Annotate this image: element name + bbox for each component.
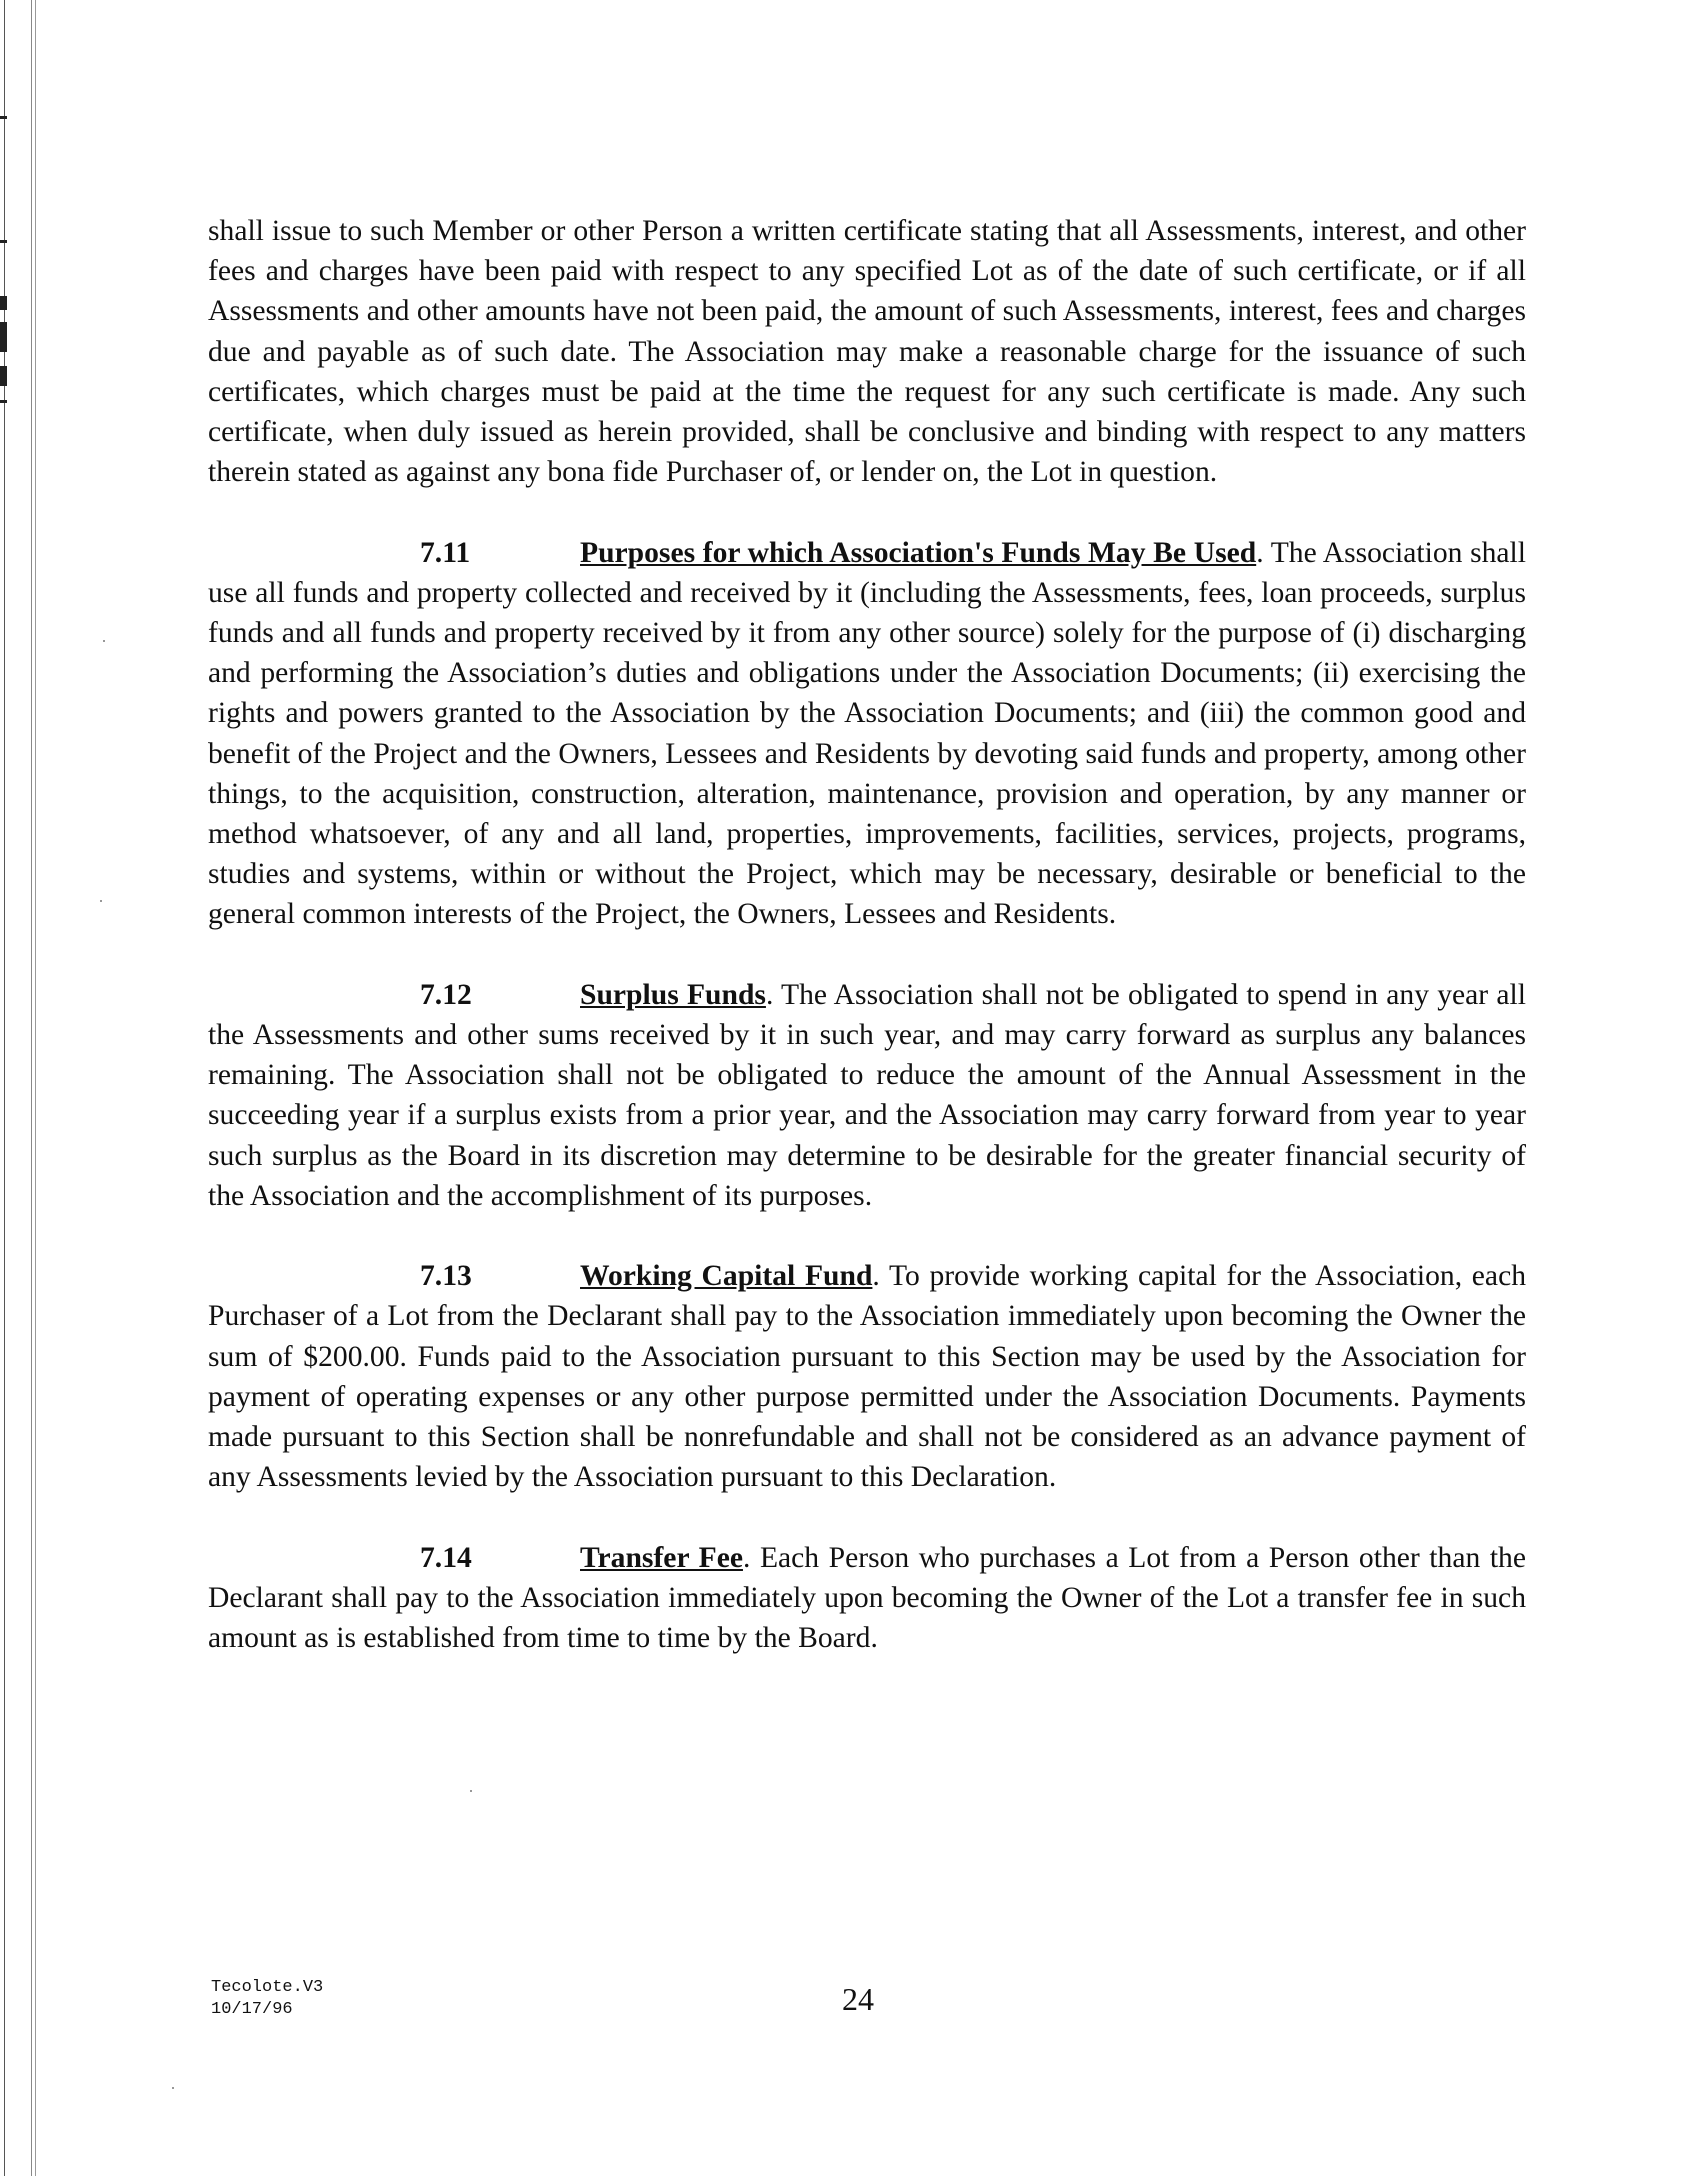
footer-doc-name: Tecolote.V3 — [211, 1978, 324, 1997]
scan-speck — [470, 1790, 472, 1792]
section-7-11 — [208, 533, 1526, 935]
section-number: 7.12 — [420, 978, 472, 1011]
scan-speck — [100, 900, 102, 902]
scan-speck — [103, 640, 105, 642]
footer-document-id — [211, 1977, 323, 2021]
section-number: 7.14 — [420, 1541, 472, 1574]
section-7-13 — [208, 1256, 1526, 1497]
section-number: 7.13 — [420, 1260, 472, 1293]
section-title: Purposes for which Association's Funds May Be Used — [580, 536, 1257, 569]
section-title: Surplus Funds — [580, 978, 766, 1011]
scan-binding-edge — [0, 0, 44, 2176]
section-text: . Each Person who purchases a Lot from a Person other than the Declarant shall pay to the Association immediately upon becoming the Owner of the Lot a transfer fee in such amount as is established from time to time by the Board. — [208, 1541, 1526, 1655]
section-text: . The Association shall use all funds and property collected and received by it (including the Assessments, fees, loan proceeds, surplus funds and all funds and property received by it from any other source) solely for the purpose of (i) discharging and performing the Association’s duties and obligations under the Association Documents; (ii) exercising the rights and powers granted to the Association by the Association Documents; and (iii) the common good and benefit of the Project and the Owners, Lessees and Residents by devoting said funds and property, among other things, to the acquisition, construction, alteration, maintenance, provision and operation, by any manner or method whatsoever, of any and all land, properties, improvements, facilities, services, projects, programs, studies and systems, within or without the Project, which may be necessary, desirable or beneficial to the general common interests of the Project, the Owners, Lessees and Residents. — [208, 536, 1526, 931]
scan-speck — [172, 2087, 174, 2089]
intro-paragraph: shall issue to such Member or other Person a written certificate stating that all Assessments, interest, and other fees and charges have been paid with respect to any specified Lot as of the date of such certificate, or if all Assessments and other amounts have not been paid, the amount of such Assessments, interest, fees and charges due and payable as of such date. The Association may make a reasonable charge for the issuance of such certificates, which charges must be paid at the time the request for any such certificate is made. Any such certificate, when duly issued as herein provided, shall be conclusive and binding with respect to any matters therein stated as against any bona fide Purchaser of, or lender on, the Lot in question. — [208, 215, 1526, 489]
section-title: Transfer Fee — [580, 1541, 743, 1574]
section-7-12 — [208, 975, 1526, 1216]
section-text: . The Association shall not be obligated to spend in any year all the Assessments and other sums received by it in such year, and may carry forward as surplus any balances remaining. The Association shall not be obligated to reduce the amount of the Annual Assessment in the succeeding year if a surplus exists from a prior year, and the Association may carry forward from year to year such surplus as the Board in its discretion may determine to be desirable for the greater financial security of the Association and the accomplishment of its purposes. — [208, 978, 1526, 1212]
section-number: 7.11 — [420, 536, 471, 569]
section-text: . To provide working capital for the Association, each Purchaser of a Lot from the Declarant shall pay to the Association immediately upon becoming the Owner the sum of $200.00. Funds paid to the Association pursuant to this Section may be used by the Association for payment of operating expenses or any other purpose permitted under the Association Documents. Payments made pursuant to this Section shall be nonrefundable and shall not be considered as an advance payment of any Assessments levied by the Association pursuant to this Declaration. — [208, 1260, 1526, 1494]
page-number: 24 — [842, 1981, 874, 2017]
footer-doc-date: 10/17/96 — [211, 2000, 293, 2019]
document-body — [208, 211, 1526, 1698]
section-title: Working Capital Fund — [580, 1260, 873, 1293]
section-7-14 — [208, 1538, 1526, 1659]
